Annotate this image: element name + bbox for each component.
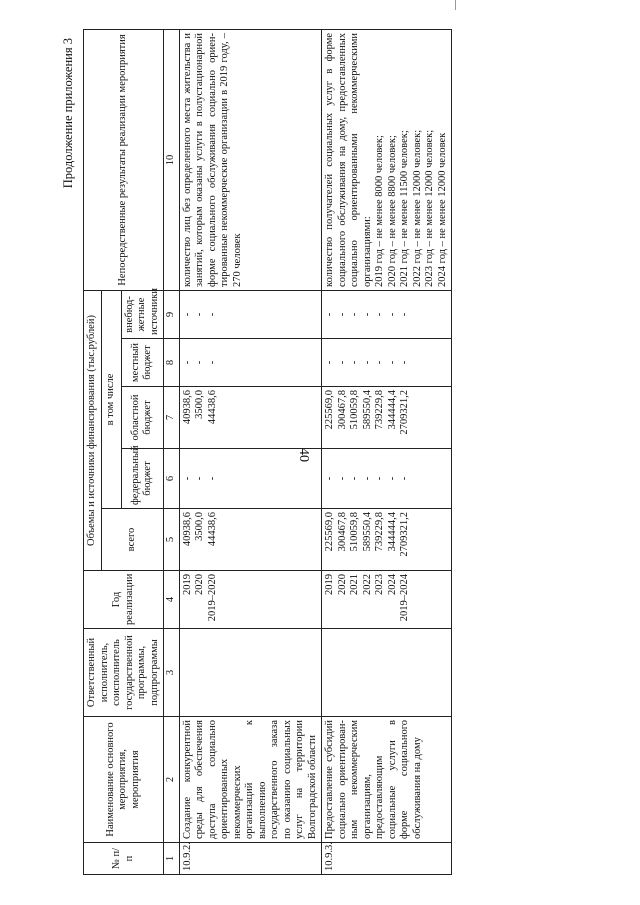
- federal-value: -: [399, 476, 410, 481]
- year-value: 2022: [361, 574, 373, 595]
- local-cell: [322, 339, 452, 387]
- result-intro: количество получателей социальных услуг в форме социального обслуживания на дому, предоставленных социально ориентированными некоммерческими организациями:: [324, 32, 373, 287]
- year-value: 2019–2020: [206, 574, 218, 622]
- column-number-row: [164, 29, 180, 874]
- federal-cell: [322, 449, 452, 509]
- year-cell: [179, 571, 322, 629]
- local-value: -: [336, 360, 348, 365]
- regional-value: 739229,8: [374, 390, 385, 430]
- page-number: 40: [296, 448, 311, 462]
- year-value: 2021: [349, 574, 360, 595]
- federal-value: -: [194, 476, 205, 481]
- extra-value: -: [324, 312, 335, 317]
- row-number: 10.9.3.: [322, 843, 452, 875]
- federal-value: -: [361, 476, 373, 481]
- local-value: -: [194, 360, 205, 365]
- total-cell: [322, 509, 452, 571]
- extra-value: -: [386, 312, 398, 317]
- col-number: 5: [164, 509, 180, 571]
- regional-value: 225569,0: [324, 390, 335, 430]
- rotated-content: [55, 30, 575, 875]
- federal-cell: [179, 449, 322, 509]
- header-year: Год реализации: [84, 571, 164, 629]
- year-value: 2019–2024: [399, 574, 410, 622]
- federal-value: -: [374, 476, 385, 481]
- federal-value: -: [181, 476, 193, 481]
- header-funding: Объемы и источники финансирования (тыс.рублей): [84, 290, 102, 570]
- year-value: 2024: [386, 574, 398, 595]
- total-value: 510059,8: [349, 512, 360, 552]
- year-value: 2020: [194, 574, 205, 595]
- executor-cell: [322, 629, 452, 717]
- local-value: -: [181, 360, 193, 365]
- total-value: 589550,4: [361, 512, 373, 552]
- result-line: 2021 год – не менее 11500 человек;: [399, 130, 410, 287]
- local-value: -: [349, 360, 360, 365]
- result-line: 2023 год – не менее 12000 человек;: [424, 129, 435, 287]
- header-local: местный бюджет: [121, 339, 164, 387]
- header-incl: в том числе: [101, 290, 121, 508]
- total-value: 300467,8: [336, 512, 348, 552]
- extra-value: -: [374, 312, 385, 317]
- year-value: 2019: [324, 574, 335, 595]
- header-row-1: [84, 29, 102, 874]
- header-executor: Ответственный исполнитель, соисполнитель государственной программы, подпрограммы: [84, 629, 164, 717]
- year-value: 2019: [181, 574, 193, 595]
- regional-value: 510059,8: [349, 390, 360, 430]
- table-row: [179, 29, 322, 874]
- regional-cell: [179, 387, 322, 449]
- federal-value: -: [324, 476, 335, 481]
- header-n: № п/п: [84, 843, 164, 875]
- federal-value: -: [386, 476, 398, 481]
- col-number: 8: [164, 339, 180, 387]
- regional-value: 3500,0: [194, 390, 205, 419]
- extra-cell: [179, 290, 322, 338]
- regional-value: 300467,8: [336, 390, 348, 430]
- col-number: 7: [164, 387, 180, 449]
- executor-cell: [179, 629, 322, 717]
- total-value: 2709321,2: [399, 512, 410, 557]
- local-value: -: [324, 360, 335, 365]
- total-value: 3500,0: [194, 512, 205, 541]
- extra-value: -: [399, 312, 410, 317]
- result-line: 2019 год – не менее 8000 человек;: [374, 135, 385, 287]
- regional-value: 344444,4: [386, 390, 398, 430]
- extra-cell: [322, 290, 452, 338]
- year-value: 2023: [374, 574, 385, 595]
- local-value: -: [386, 360, 398, 365]
- regional-value: 2709321,2: [399, 390, 410, 435]
- extra-value: -: [206, 312, 218, 317]
- local-value: -: [361, 360, 373, 365]
- result-line: 2024 год – не менее 12000 человек: [436, 132, 448, 287]
- col-number: 2: [164, 717, 180, 843]
- measure-name: Создание конкурентной среды для обеспечения доступа социально ориентированных некоммерческих организаций к выполнению государственного заказа по оказанию социальных услуг на территории Волгоградской области: [179, 717, 322, 843]
- regional-cell: [322, 387, 452, 449]
- header-federal: федеральный бюджет: [121, 449, 164, 509]
- total-value: 739229,8: [374, 512, 385, 552]
- header-regional: областной бюджет: [121, 387, 164, 449]
- regional-value: 44438,6: [206, 390, 218, 425]
- federal-value: -: [336, 476, 348, 481]
- result-cell: [322, 29, 452, 290]
- row-number: 10.9.2.: [179, 843, 322, 875]
- header-results: Непосредственные результаты реализации мероприятия: [84, 29, 164, 290]
- local-value: -: [374, 360, 385, 365]
- extra-value: -: [194, 312, 205, 317]
- federal-value: -: [349, 476, 360, 481]
- continuation-title: Продолжение приложения 3: [61, 38, 75, 189]
- total-value: 40938,6: [181, 512, 193, 547]
- total-value: 344444,4: [386, 512, 398, 552]
- header-name: Наименование основного мероприятия, мероприятия: [84, 717, 164, 843]
- table-row: [322, 29, 452, 874]
- local-cell: [179, 339, 322, 387]
- col-number: 10: [164, 29, 180, 290]
- result-line: 2022 год – не менее 12000 человек;: [411, 129, 423, 287]
- federal-value: -: [206, 476, 218, 481]
- total-cell: [179, 509, 322, 571]
- regional-value: 589550,4: [361, 390, 373, 430]
- measure-name: Предоставление субсидий социально ориентированным некоммерческим организациям, предоставляющим социальные услуги в форме социального обслуживания на дому: [322, 717, 452, 843]
- scan-edge-mark: [455, 0, 456, 10]
- year-value: 2020: [336, 574, 348, 595]
- col-number: 4: [164, 571, 180, 629]
- total-value: 225569,0: [324, 512, 335, 552]
- extra-value: -: [336, 312, 348, 317]
- col-number: 3: [164, 629, 180, 717]
- extra-value: -: [181, 312, 193, 317]
- regional-value: 40938,6: [181, 390, 193, 425]
- col-number: 9: [164, 290, 180, 338]
- extra-value: -: [349, 312, 360, 317]
- local-value: -: [206, 360, 218, 365]
- year-cell: [322, 571, 452, 629]
- col-number: 1: [164, 843, 180, 875]
- local-value: -: [399, 360, 410, 365]
- header-total: всего: [101, 509, 164, 571]
- col-number: 6: [164, 449, 180, 509]
- total-value: 44438,6: [206, 512, 218, 547]
- result-cell: количество лиц без определенного места жительства и занятий, которым оказаны услуги в полустационарной форме социального обслуживания социально ориентированные некоммерческие организации в 2019 году, – 270 человек: [179, 29, 322, 290]
- header-extra: внебюджетные источники: [121, 290, 164, 338]
- extra-value: -: [361, 312, 373, 317]
- result-line: 2020 год – не менее 8800 человек;: [386, 135, 398, 287]
- financing-table: [83, 29, 452, 875]
